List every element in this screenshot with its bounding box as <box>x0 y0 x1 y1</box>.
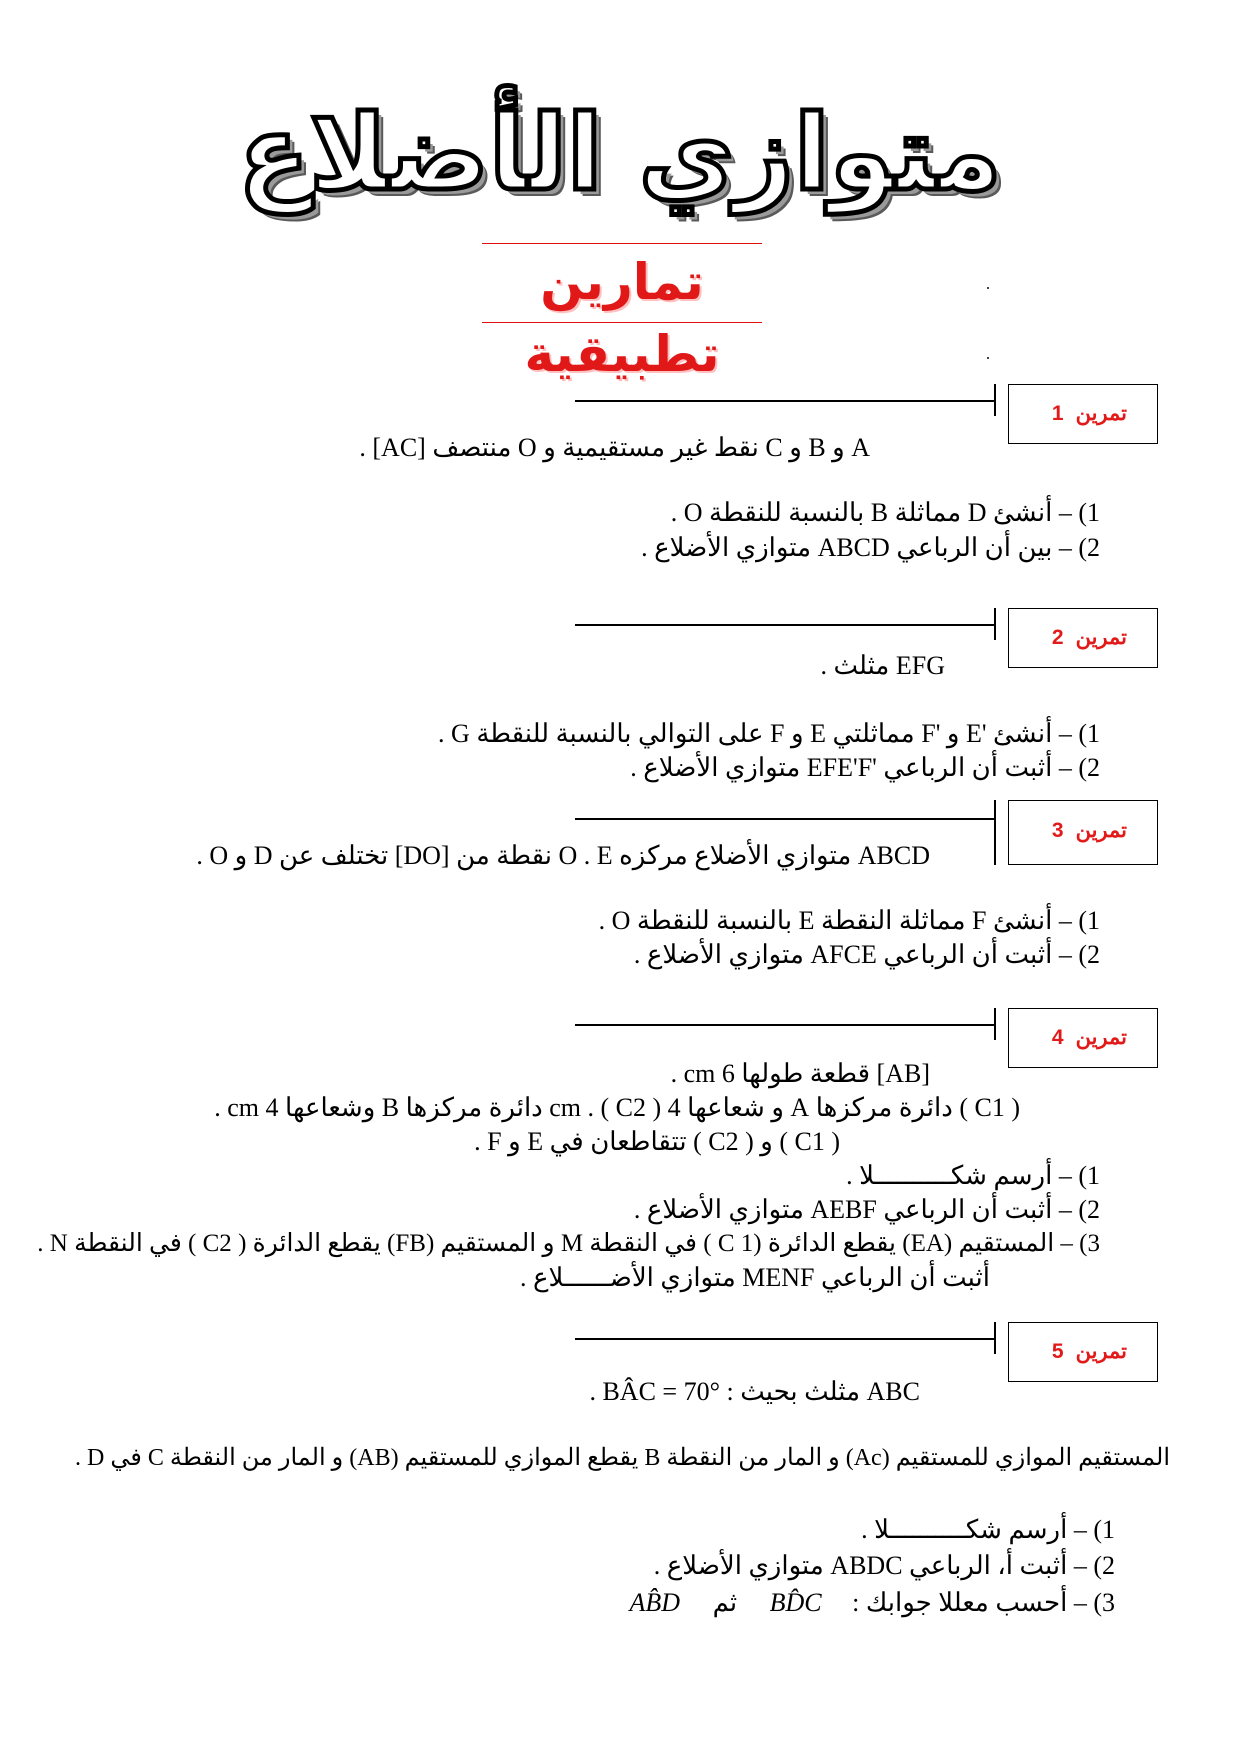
exercise-4-header <box>1008 1008 1158 1068</box>
exercise-3-question-2: 2) – أثبت أن الرباعي AFCE متوازي الأضلاع . <box>633 940 1100 969</box>
exercise-word: تمرين <box>1075 402 1127 425</box>
exercise-word: تمرين <box>1075 819 1127 842</box>
exercise-5-rule-end <box>994 1322 996 1354</box>
exercise-3-label <box>1052 801 1127 861</box>
exercise-2-rule <box>575 624 995 626</box>
exercise-1-question-1: 1) – أنشئ D مماثلة B بالنسبة للنقطة O . <box>670 498 1100 527</box>
exercise-3-question-1: 1) – أنشئ F مماثلة النقطة E بالنسبة للنقطة O . <box>598 906 1100 935</box>
exercise-number: 1 <box>1051 402 1064 425</box>
exercise-number: 4 <box>1051 1026 1064 1049</box>
exercise-5-statement-1: ABC مثلث بحيث : BÂC = 70° . <box>589 1377 920 1406</box>
exercise-4-rule-end <box>994 1008 996 1040</box>
exercise-4-question-3: 3) – المستقيم (EA) يقطع الدائرة (1 C ) في النقطة M و المستقيم (FB) يقطع الدائرة ( C2 ) في النقطة N . <box>37 1230 1100 1257</box>
exercise-4-statement-3: ( C1 ) و ( C2 ) تتقاطعان في E و F . <box>474 1127 840 1156</box>
decorative-dot <box>987 287 989 289</box>
exercise-5-question-3 <box>630 1587 1115 1619</box>
exercise-5-label <box>1052 1323 1127 1380</box>
exercise-word: تمرين <box>1075 1026 1127 1049</box>
exercise-2-question-1: 1) – أنشئ 'E و 'F مماثلتي E و F على التوالي بالنسبة للنقطة G . <box>438 719 1100 748</box>
exercise-3-rule <box>575 818 995 820</box>
exercise-4-question-3-continued: أثبت أن الرباعي MENF متوازي الأضــــــلاع . <box>520 1263 990 1292</box>
exercise-1-label <box>1052 385 1127 442</box>
exercise-5-question-3-text: 3) – أحسب معللا جوابك : <box>852 1588 1115 1617</box>
exercise-word: تمرين <box>1075 1340 1127 1363</box>
exercise-word: تمرين <box>1075 626 1127 649</box>
exercise-2-header <box>1008 608 1158 668</box>
exercise-4-question-2: 2) – أثبت أن الرباعي AEBF متوازي الأضلاع . <box>633 1195 1100 1224</box>
exercise-3-header <box>1008 800 1158 865</box>
exercise-5-question-1: 1) – أرسم شكــــــــــلا . <box>861 1515 1115 1544</box>
exercise-2-statement: EFG مثلث . <box>820 651 945 680</box>
exercise-2-question-2: 2) – أثبت أن الرباعي 'EFE'F متوازي الأضلاع . <box>630 753 1100 782</box>
exercise-2-label <box>1052 609 1127 666</box>
exercise-4-statement-1: [AB] قطعة طولها 6 cm . <box>670 1059 930 1088</box>
decorative-dot <box>987 357 989 359</box>
exercise-5-question-2: 2) – أثبت أ، الرباعي ABDC متوازي الأضلاع . <box>653 1551 1115 1580</box>
exercise-1-header <box>1008 384 1158 444</box>
exercise-3-rule-end <box>994 800 996 865</box>
exercise-1-question-2: 2) – بين أن الرباعي ABCD متوازي الأضلاع . <box>641 533 1100 562</box>
exercise-5-rule <box>575 1338 995 1340</box>
exercise-1-statement: A و B و C نقط غير مستقيمية و O منتصف [AC] . <box>359 433 870 462</box>
exercise-4-question-1: 1) – أرسم شكــــــــــلا . <box>846 1161 1100 1190</box>
exercise-3-statement: ABCD متوازي الأضلاع مركزه O . E نقطة من [DO] تختلف عن D و O . <box>196 841 930 870</box>
exercise-4-label <box>1052 1009 1127 1066</box>
exercise-5-header <box>1008 1322 1158 1382</box>
page-subtitle: تمارين تطبيقية <box>524 253 720 383</box>
exercise-4-statement-2: ( C1 ) دائرة مركزها A و شعاعها 4 cm . ( C2 ) دائرة مركزها B وشعاعها 4 cm . <box>214 1093 1020 1122</box>
page-title: متوازي الأضلاع <box>238 92 1002 214</box>
exercise-5-statement-2: المستقيم الموازي للمستقيم (Ac) و المار من النقطة B يقطع الموازي للمستقيم (AB) و المار من النقطة C في D . <box>75 1445 1170 1471</box>
exercise-number: 2 <box>1051 626 1064 649</box>
exercise-1-rule-end <box>994 384 996 416</box>
exercise-number: 5 <box>1051 1340 1064 1363</box>
exercise-number: 3 <box>1051 819 1064 842</box>
angle-abd: AB̂D <box>629 1588 681 1617</box>
exercise-1-rule <box>575 400 995 402</box>
connector-word: ثم <box>712 1588 738 1617</box>
exercise-4-rule <box>575 1024 995 1026</box>
angle-bdc: BD̂C <box>769 1588 822 1617</box>
exercise-2-rule-end <box>994 608 996 640</box>
